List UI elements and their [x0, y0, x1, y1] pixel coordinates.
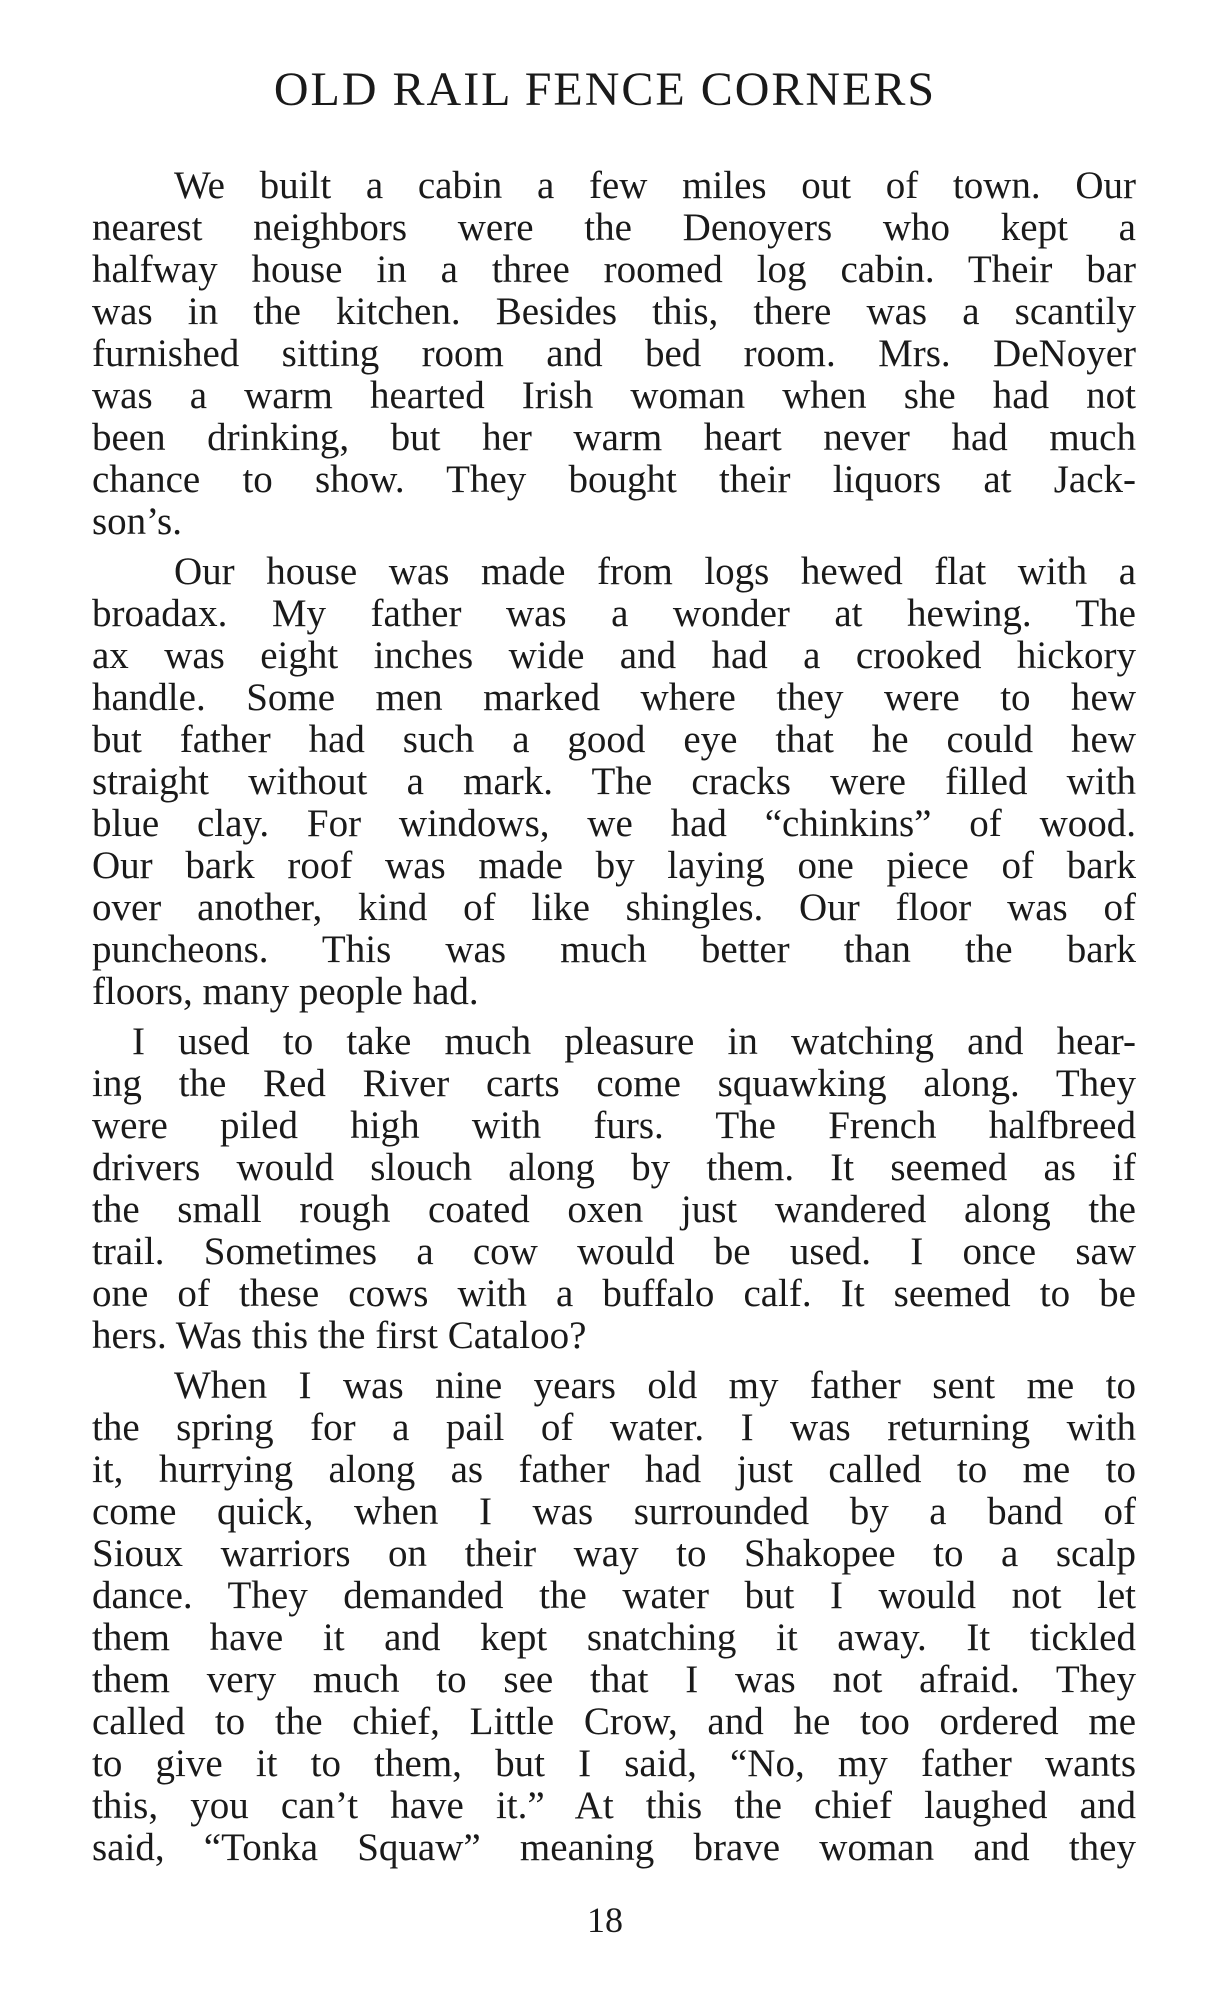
text-line: them very much to see that I was not afraid. They	[92, 1658, 1136, 1701]
text-line: drivers would slouch along by them. It seemed as if	[92, 1146, 1136, 1189]
text-line: Our house was made from logs hewed flat with a	[174, 550, 1136, 593]
text-line: was a warm hearted Irish woman when she had not	[92, 374, 1136, 417]
text-line: broadax. My father was a wonder at hewing. The	[92, 592, 1136, 635]
text-line: furnished sitting room and bed room. Mrs. DeNoyer	[92, 332, 1136, 375]
text-line: trail. Sometimes a cow would be used. I once saw	[92, 1230, 1136, 1273]
text-line: dance. They demanded the water but I would not let	[92, 1574, 1136, 1617]
text-line: nearest neighbors were the Denoyers who kept a	[92, 206, 1136, 249]
text-line: the spring for a pail of water. I was returning with	[92, 1406, 1136, 1449]
paragraph-3	[92, 1021, 1136, 1357]
text-line: blue clay. For windows, we had “chinkins” of wood.	[92, 802, 1136, 845]
text-line: handle. Some men marked where they were to hew	[92, 676, 1136, 719]
text-line: them have it and kept snatching it away. It tickled	[92, 1616, 1136, 1659]
text-line: straight without a mark. The cracks were filled with	[92, 760, 1136, 803]
text-line: the small rough coated oxen just wandered along the	[92, 1188, 1136, 1231]
text-line: ax was eight inches wide and had a crooked hickory	[92, 634, 1136, 677]
body-text	[92, 165, 1136, 1877]
page-number: 18	[587, 1900, 623, 1940]
text-line: I used to take much pleasure in watching and hear-	[132, 1020, 1136, 1063]
text-line: said, “Tonka Squaw” meaning brave woman and they	[92, 1826, 1136, 1869]
text-line: We built a cabin a few miles out of town. Our	[174, 164, 1136, 207]
text-line: hers. Was this the first Cataloo?	[92, 1314, 587, 1357]
running-title: OLD RAIL FENCE CORNERS	[273, 63, 937, 116]
text-line: been drinking, but her warm heart never had much	[92, 416, 1136, 459]
text-line: When I was nine years old my father sent me to	[174, 1364, 1136, 1407]
text-line: chance to show. They bought their liquors at Jack-	[92, 458, 1136, 501]
text-line: over another, kind of like shingles. Our floor was of	[92, 886, 1136, 929]
text-line: Sioux warriors on their way to Shakopee to a scalp	[92, 1532, 1136, 1575]
text-line: one of these cows with a buffalo calf. It seemed to be	[92, 1272, 1136, 1315]
text-line: puncheons. This was much better than the bark	[92, 928, 1136, 971]
text-line: come quick, when I was surrounded by a band of	[92, 1490, 1136, 1533]
text-line: this, you can’t have it.” At this the chief laughed and	[92, 1784, 1136, 1827]
text-line: it, hurrying along as father had just called to me to	[92, 1448, 1136, 1491]
text-line: was in the kitchen. Besides this, there was a scantily	[92, 290, 1136, 333]
text-line: son’s.	[92, 500, 182, 543]
text-line: Our bark roof was made by laying one piece of bark	[92, 844, 1136, 887]
paragraph-4	[92, 1365, 1136, 1869]
paragraph-1	[92, 165, 1136, 543]
text-line: floors, many people had.	[92, 970, 479, 1013]
paragraph-2	[92, 551, 1136, 1013]
text-line: to give it to them, but I said, “No, my father wants	[92, 1742, 1136, 1785]
text-line: halfway house in a three roomed log cabin. Their bar	[92, 248, 1136, 291]
text-line: called to the chief, Little Crow, and he too ordered me	[92, 1700, 1136, 1743]
text-line: ing the Red River carts come squawking along. They	[92, 1062, 1136, 1105]
text-line: were piled high with furs. The French halfbreed	[92, 1104, 1136, 1147]
text-line: but father had such a good eye that he could hew	[92, 718, 1136, 761]
